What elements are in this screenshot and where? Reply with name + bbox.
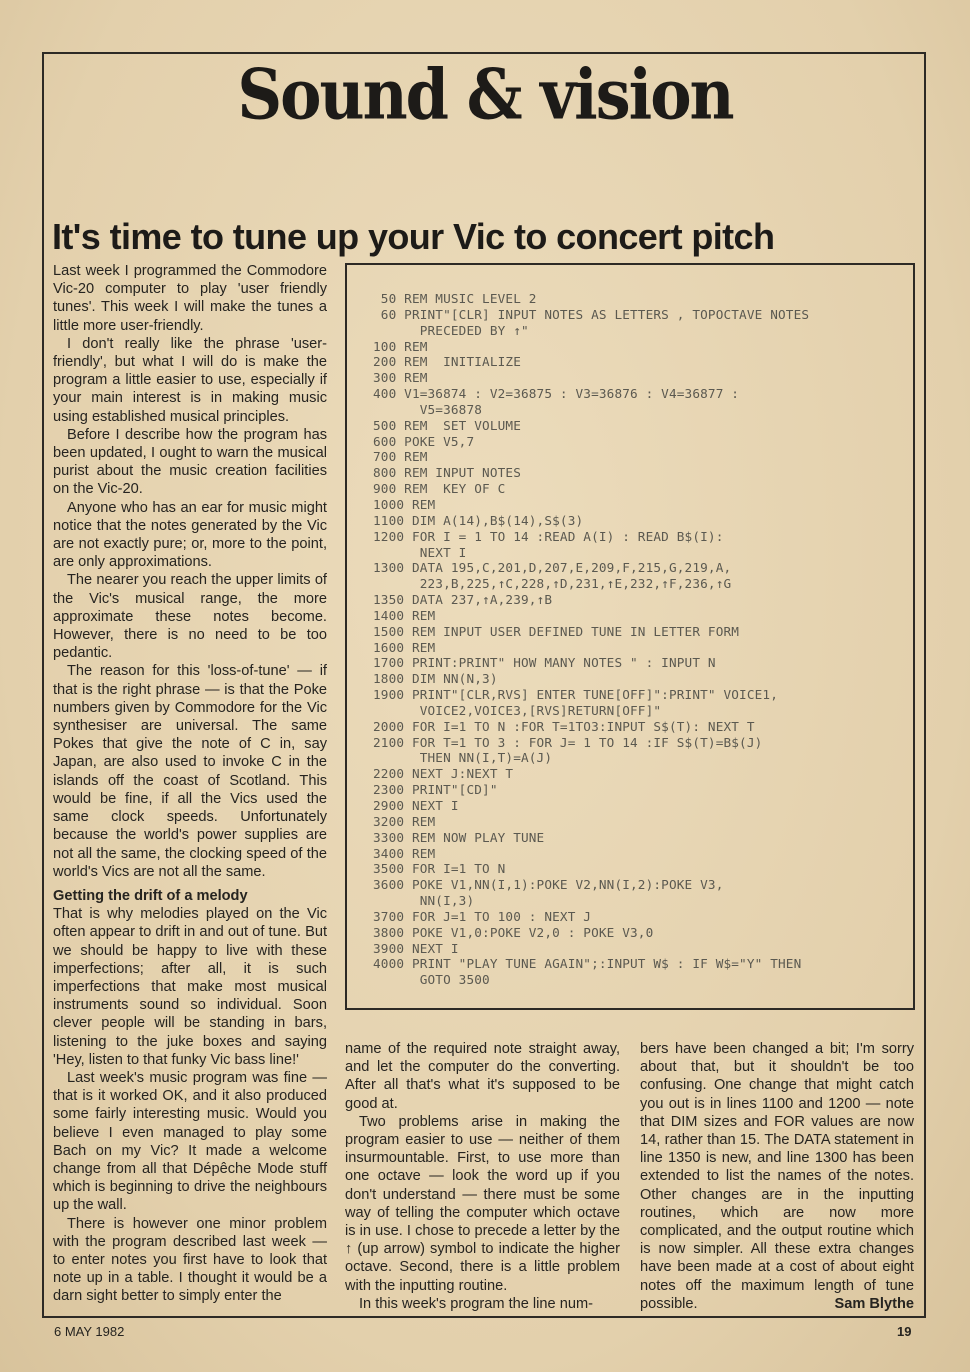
listing-code: 50 REM MUSIC LEVEL 2 60 PRINT"[CLR] INPUT NOTES AS LETTERS , TOPOCTAVE NOTES PRECEDED BY ↑" 100 REM 200 REM INITIALIZE 300 REM 400 V1=36874 : V2=36875 : V3=36876 : V4=36877 : V5=36878 500 REM SET VOLUME 600 POKE V5,7 700 REM 800 REM INPUT NOTES 900 REM KEY OF C 1000 REM 1100 DIM A(14),B$(14),S$(3) 1200 FOR I = 1 TO 14 :READ A(I) : READ B$(I): NEXT I 1300 DATA 195,C,201,D,207,E,209,F,215,G,219,A, 223,B,225,↑C,228,↑D,231,↑E,232,↑F,236,↑G 1350 DATA 237,↑A,239,↑B 1400 REM 1500 REM INPUT USER DEFINED TUNE IN LETTER FORM 1600 REM 1700 PRINT:PRINT" HOW MANY NOTES " : INPUT N 1800 DIM NN(N,3) 1900 PRINT"[CLR,RVS] ENTER TUNE[OFF]":PRINT" VOICE1, VOICE2,VOICE3,[RVS]RETURN[OFF]" 2000 FOR I=1 TO N :FOR T=1TO3:INPUT S$(T): NEXT T 2100 FOR T=1 TO 3 : FOR J= 1 TO 14 :IF S$(T)=B$(J) THEN NN(I,T)=A(J) 2200 NEXT J:NEXT T 2300 PRINT"[CD]" 2900 NEXT I 3200 REM 3300 REM NOW PLAY TUNE 3400 REM 3500 FOR I=1 TO N 3600 POKE V1,NN(I,1):POKE V2,NN(I,2):POKE V3, NN(I,3) 3700 FOR J=1 TO 100 : NEXT J 3800 POKE V1,0:POKE V2,0 : POKE V3,0 3900 NEXT I 4000 PRINT "PLAY TUNE AGAIN";:INPUT W$ : IF W$="Y" THEN GOTO 3500 (373, 291, 810, 988)
column-2 (345, 1040, 620, 1313)
paragraph: In this week's program the line num- (359, 1295, 593, 1312)
paragraph: That is why melodies played on the Vic often appear to drift in and out of tune. But we should be happy to live with these imperfections; after all, it is such imperfections that make most musical instruments sound so individual. Soon clever people will be standing in bars, listening to the juke boxes and saying 'Hey, listen to that funky Vic bass line!' (53, 906, 327, 1068)
column-3 (640, 1040, 914, 1313)
subheading: Getting the drift of a melody (53, 887, 248, 904)
paragraph: name of the required note straight away, and let the computer do the converting. After all that's what it's supposed to be good at. (345, 1041, 620, 1112)
paragraph: Last week I programmed the Commodore Vic-20 computer to play 'user friendly tunes'. This week I will make the tunes a little more user-friendly. (53, 263, 327, 334)
paragraph: Last week's music program was fine — that is it worked OK, and it also produced some fairly interesting music. Would you believe I even managed to play some Bach on my Vic? It made a welcome change from all that Dépêche Mode stuff which is beginning to drive the neighbours up the wall. (53, 1069, 327, 1214)
issue-date: 6 MAY 1982 (54, 1324, 125, 1339)
page-number: 19 (897, 1324, 912, 1339)
paragraph: The nearer you reach the upper limits of the Vic's musical range, the more approximate these notes become. However, there is no need to be too pedantic. (53, 572, 327, 662)
paragraph: There is however one minor problem with the program described last week — to enter notes you first have to look that note up in a table. I thought it would be a darn sight better to simply enter the (53, 1215, 327, 1305)
paragraph: Anyone who has an ear for music might notice that the notes generated by the Vic are not exactly pure; or, more to the point, are only approximations. (53, 499, 327, 571)
paragraph: The reason for this 'loss-of-tune' — if that is the right phrase — is that the Poke numbers given by Commodore for the Vic synthesiser are universal. The same Pokes that give the note of C in, say Japan, are also used to invoke C in the islands off the coast of Scotland. This would be fine, if all the Vics used the same clock speeds. Unfortunately because the world's power supplies are not all the same, the clocking speed of the world's Vics are not all the same. (53, 663, 327, 880)
author-byline: Sam Blythe (834, 1295, 914, 1312)
paragraph-text: bers have been changed a bit; I'm sorry about that, but it shouldn't be too confusing. One change that might catch you out is in lines 1100 and 1200 — note that DIM sizes and FOR values are now 14, rather than 15. The DATA statement in line 1350 is new, and line 1300 has been extended to list the names of the notes. Other changes are in the inputting routines, which are now more complicated, and the output routine which is now simpler. All these extra changes have been made at a cost of about eight notes off the maximum length of tune possible. (640, 1041, 914, 1312)
article-headline: It's time to tune up your Vic to concert pitch (52, 216, 775, 257)
section-masthead: Sound & vision (237, 53, 733, 136)
paragraph: Before I describe how the program has been updated, I ought to warn the musical purist about the music creation facilities on the Vic-20. (53, 426, 327, 498)
paragraph: I don't really like the phrase 'user-friendly', but what I will do is make the program a little easier to use, especially if your main interest is in making music using established musical principles. (53, 335, 327, 425)
column-1 (53, 262, 327, 1306)
paragraph (640, 1040, 914, 1313)
basic-program-listing (345, 263, 915, 1010)
paragraph: Two problems arise in making the program easier to use — neither of them insurmountable. First, to use more than one octave — look the word up if you don't understand — there must be some way of telling the computer which octave is in use. I chose to precede a letter by the ↑ (up arrow) symbol to indicate the higher octave. Second, there is a little problem with the inputting routine. (345, 1113, 620, 1294)
